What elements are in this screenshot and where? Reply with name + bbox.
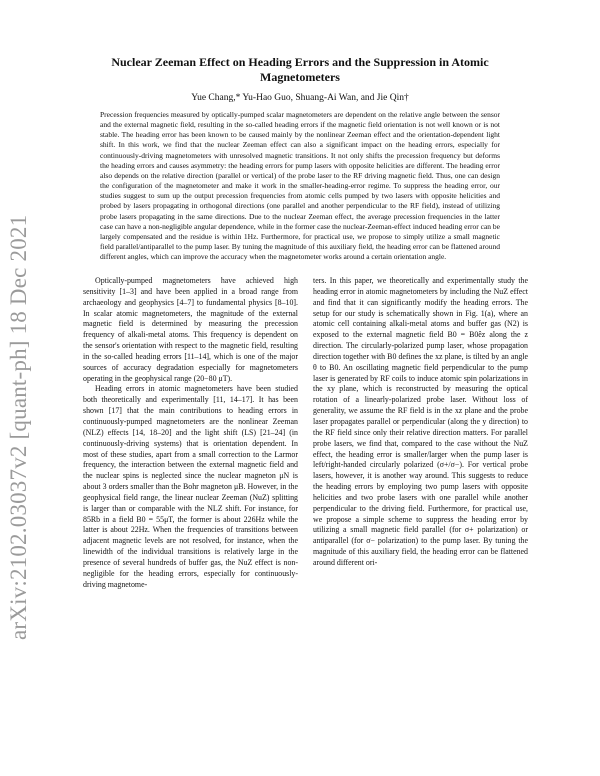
body-paragraph: ters. In this paper, we theoretically and experimentally study the heading error in atomic magnetometers by including the NuZ effect and find that it can significantly modify the heading errors. The setup for our study is schematically shown in Fig. 1(a), where an atomic cell containing alkali-metal atoms and buffer gas (N2) is exposed to the external magnetic field B0 = B0êz along the z direction. The circularly-polarized pump laser, whose propagation direction together with B0 defines the xz plane, is tilted by an angle θ to B0. An oscillating magnetic field perpendicular to the pump laser is generated by RF coils to induce atomic spin polarizations in the xy plane, which is reconstructed by measuring the optical rotation of a linearly-polarized probe laser. Without loss of generality, we assume the RF field is in the xz plane and the probe laser propagates parallel or perpendicular (along the y direction) to the RF field since only their relative direction matters. For parallel probe lasers, we find that, compared to the case without the NuZ effect, the heading error is smaller/larger when the pump laser is left/right-handed circularly polarized (σ+/σ−). For vertical probe lasers, however, it is another way around. This suggests to reduce the heading errors by employing two pump lasers with opposite helicities and two probe lasers with one parallel while another perpendicular to the driving field. Furthermore, for practical use, we propose a simple scheme to suppress the heading error by utilizing a small magnetic field parallel (for σ+ polarization) or antiparallel (for σ− polarization) to the pump laser. By tuning the magnitude of this auxiliary field, the heading error can be flattened around different ori- — [313, 276, 528, 567]
body-column-left — [83, 276, 298, 590]
body-paragraph: Optically-pumped magnetometers have achieved high sensitivity [1–3] and have been applied in a broad range from archaeology and geophysics [4–7] to fundamental physics [8–10]. In scalar atomic magnetometers, the magnitude of the external magnetic field is determined by measuring the precession frequency of alkali-metal atoms. This frequency is dependent on the sensor's orientation with respect to the magnetic field, resulting in the so-called heading errors [11–14], which is one of the major sources of accuracy degradation especially for magnetometers operating in the geophysical range (20−80 μT). — [83, 276, 298, 383]
body-paragraph: Heading errors in atomic magnetometers have been studied both theoretically and experimentally [11, 14–17]. It has been shown [17] that the main contributions to heading errors in continuously-pumped magnetometers are the nonlinear Zeeman (NLZ) effects [14, 18–20] and the light shift (LS) [21–24] (in continuously-driving systems) that is orientation dependent. In most of these studies, apart from a small correction to the Larmor frequency, the interaction between the external magnetic field and the nuclear spins is neglected since the nuclear magneton μN is about 3 orders smaller than the Bohr magneton μB. However, in the geophysical field range, the linear nuclear Zeeman (NuZ) splitting is larger than or comparable with the NLZ shift. For instance, for 85Rb in a field B0 = 55μT, the former is about 226Hz while the latter is about 22Hz. When the frequencies of transitions between adjacent magnetic levels are not resolved, for instance, when the linewidth of the individual transitions is relatively large in the presence of several hundreds of buffer gas, the NuZ effect is non-negligible for the heading errors, especially for continuously-driving magnetome- — [83, 384, 298, 589]
abstract: Precession frequencies measured by optically-pumped scalar magnetometers are dependent on the relative angle between the sensor and the external magnetic field, resulting in the so-called heading errors if the magnetic field orientation is not well known or is not stable. The heading error has been known to be caused mainly by the nonlinear Zeeman effect and the orientation-dependent light shift. In this work, we find that the nuclear Zeeman effect can also a significant impact on the heading errors, especially for continuously-driving magnetometers with unresolved magnetic transitions. It not only shifts the precession frequency but deforms the heading errors and causes asymmetry: the heading errors for pump lasers with opposite helicities are different. The heading error also depends on the relative direction (parallel or vertical) of the probe laser to the RF driving magnetic field. Thus, one can design the configuration of the magnetometer and make it work in the smaller-heading-error regime. To suppress the heading error, our studies suggest to sum up the output precession frequencies from atomic cells pumped by two lasers with opposite helicities and probed by lasers propagating in orthogonal directions (one parallel and another perpendicular to the RF field), instead of utilizing probe lasers propagating in the same directions. Due to the nuclear Zeeman effect, the average precession frequencies in the latter case can have a non-negligible angular dependence, while in the former case the nuclear-Zeeman-effect induced heading error can be largely compensated and the residue is within 1Hz. Furthermore, for practical use, we propose to simply utilize a small magnetic field parallel/antiparallel to the pump laser. By tuning the magnitude of this auxiliary field, the heading error can be flattened around different angles, which can improve the accuracy when the magnetometer works around a certain orientation angle. — [100, 110, 500, 262]
arxiv-sidebar-stamp: arXiv:2102.03037v2 [quant-ph] 18 Dec 2021 — [6, 214, 31, 640]
body-column-right — [313, 276, 528, 569]
author-list: Yue Chang,* Yu-Hao Guo, Shuang-Ai Wan, and Jie Qin† — [191, 93, 409, 103]
paper-title: Nuclear Zeeman Effect on Heading Errors and the Suppression in Atomic Magnetometers — [111, 55, 489, 84]
